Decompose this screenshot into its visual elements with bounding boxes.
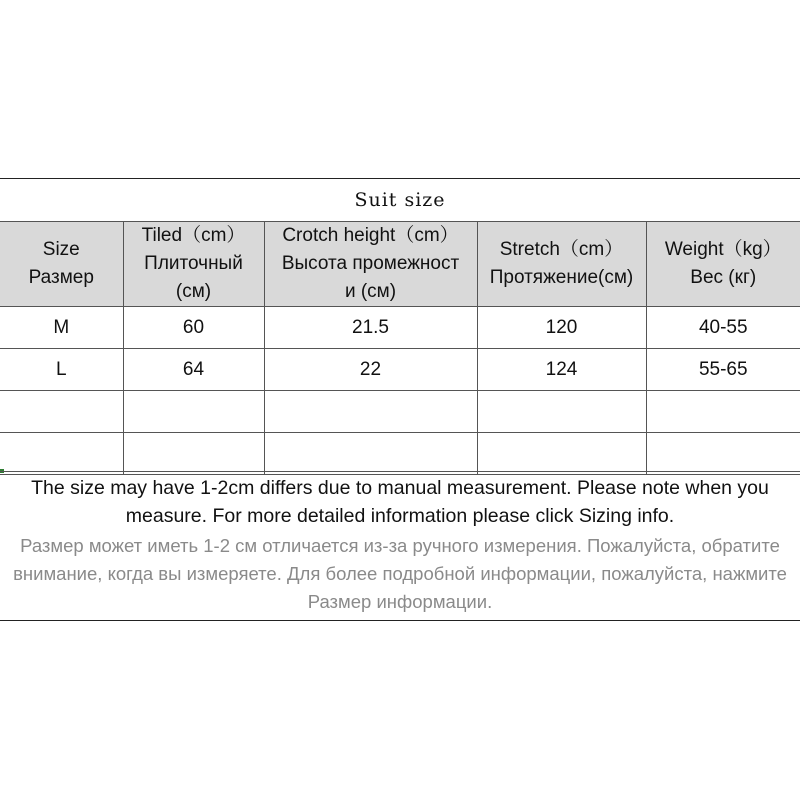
header-weight: Weight（kg） Вес (кг) (646, 222, 800, 307)
header-size: Size Размер (0, 222, 123, 307)
measurement-note (0, 471, 800, 621)
cell-size (0, 433, 123, 475)
header-stretch: Stretch（cm） Протяжение(см) (477, 222, 646, 307)
cell-crotch-height: 21.5 (264, 307, 477, 349)
cell-size (0, 391, 123, 433)
size-chart (0, 178, 800, 621)
note-english: The size may have 1-2cm differs due to manual measurement. Please note when you measure. For more detailed information please click Sizing info. (31, 477, 769, 527)
cell-tiled (123, 433, 264, 475)
cell-crotch-height (264, 391, 477, 433)
cell-size: L (0, 349, 123, 391)
table-row (0, 433, 800, 475)
cell-tiled: 64 (123, 349, 264, 391)
cell-weight: 55-65 (646, 349, 800, 391)
cell-crotch-height (264, 433, 477, 475)
cell-stretch: 120 (477, 307, 646, 349)
table-header-row (0, 222, 800, 307)
cell-size: M (0, 307, 123, 349)
cell-stretch: 124 (477, 349, 646, 391)
cell-stretch (477, 433, 646, 475)
size-table (0, 221, 800, 475)
chart-title: Suit size (354, 189, 446, 211)
cell-stretch (477, 391, 646, 433)
cell-weight (646, 391, 800, 433)
cell-tiled (123, 391, 264, 433)
cell-weight: 40-55 (646, 307, 800, 349)
table-row (0, 307, 800, 349)
cell-weight (646, 433, 800, 475)
cell-crotch-height: 22 (264, 349, 477, 391)
table-row (0, 349, 800, 391)
header-crotch-height: Crotch height（cm） Высота промежност и (см) (264, 222, 477, 307)
cell-tiled: 60 (123, 307, 264, 349)
table-row (0, 391, 800, 433)
note-russian: Размер может иметь 1-2 см отличается из-за ручного измерения. Пожалуйста, обратите внимание, когда вы измеряете. Для более подробной информации, пожалуйста, нажмите Размер информации. (13, 535, 787, 612)
header-tiled: Tiled（cm） Плиточный (см) (123, 222, 264, 307)
